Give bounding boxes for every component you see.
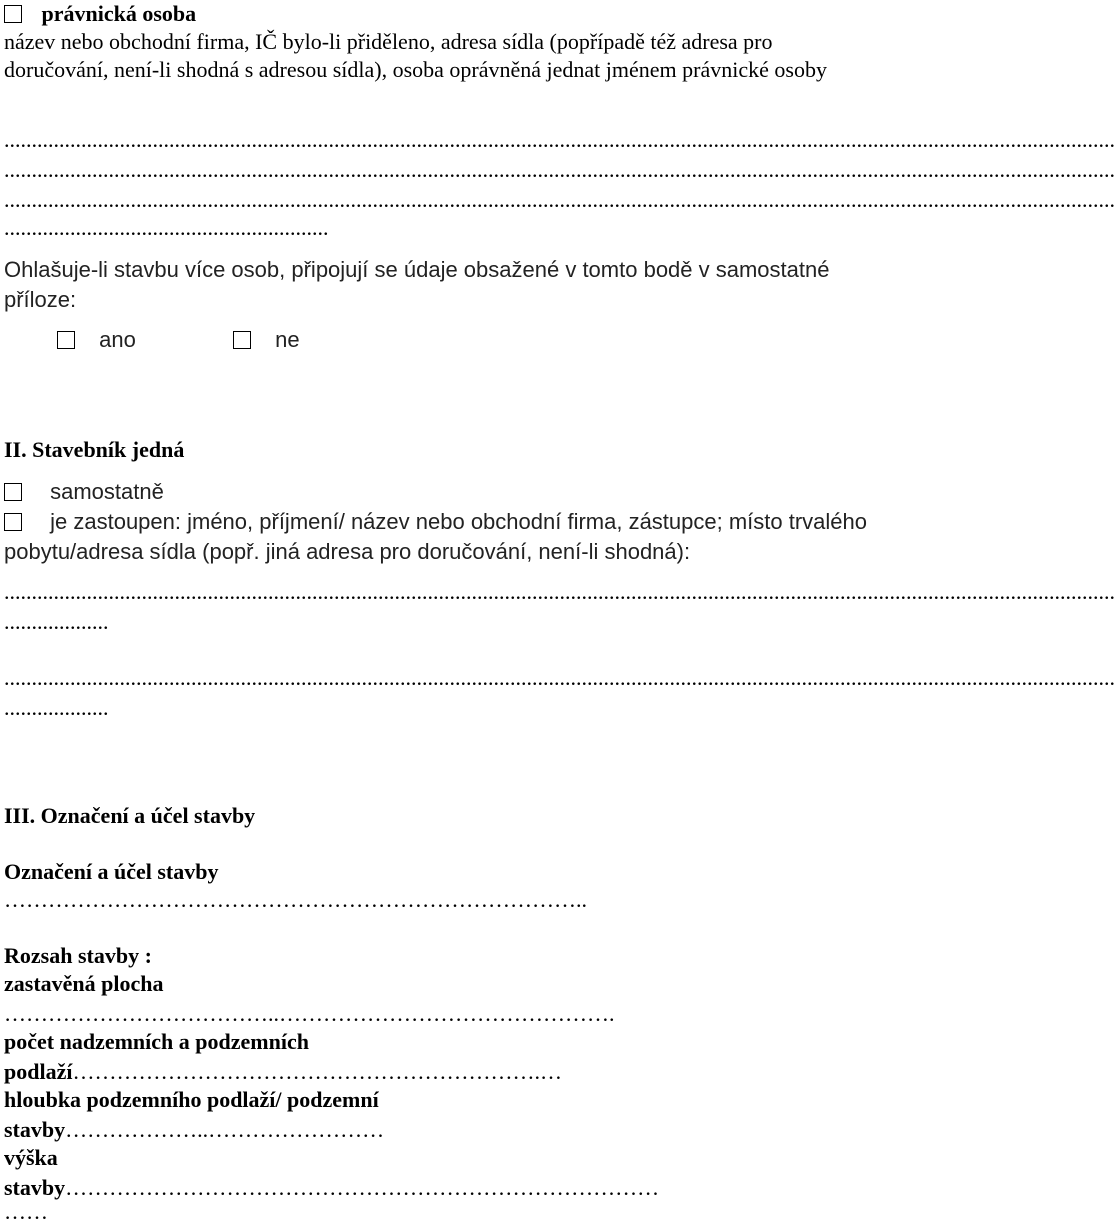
representative-fill-line1[interactable]: .......................................................................................................................................................................................................... xyxy=(4,579,1115,604)
legal-person-desc-line1: název nebo obchodní firma, IČ bylo-li přiděleno, adresa sídla (popřípadě též adresa pro xyxy=(4,29,773,54)
legal-person-row xyxy=(4,0,196,28)
depth-field[interactable] xyxy=(4,1116,625,1144)
legal-person-fill-line2[interactable]: .......................................................................................................................................................................................................... xyxy=(4,157,1115,182)
independent-option xyxy=(4,478,164,506)
multi-owner-text-line2: příloze: xyxy=(4,287,77,312)
multi-owner-yes xyxy=(57,326,136,354)
represented-checkbox[interactable] xyxy=(4,513,22,531)
multi-owner-yes-checkbox[interactable] xyxy=(57,331,75,349)
legal-person-fill-line3[interactable]: .......................................................................................................................................................................................................... xyxy=(4,187,1115,212)
height-fill-line2[interactable]: …… xyxy=(4,1199,48,1224)
representative-fill-line4[interactable]: ................... xyxy=(4,695,109,720)
built-area-fill: ………………………………..………………………………………. xyxy=(4,1001,615,1026)
built-area-label: zastavěná plocha xyxy=(4,971,164,996)
independent-checkbox[interactable] xyxy=(4,483,22,501)
legal-person-fill-line1[interactable]: .......................................................................................................................................................................................................... xyxy=(4,127,1115,152)
floors-label-line1: počet nadzemních a podzemních xyxy=(4,1029,309,1054)
designation-field[interactable] xyxy=(4,886,834,914)
scope-label: Rozsah stavby : xyxy=(4,943,152,968)
represented-label: je zastoupen: jméno, příjmení/ název nebo obchodní firma, zástupce; místo trvalého xyxy=(50,509,868,534)
height-field[interactable] xyxy=(4,1174,945,1202)
section-ii-heading: II. Stavebník jedná xyxy=(4,437,185,462)
height-label-line1: výška xyxy=(4,1145,58,1170)
representative-fill-line3[interactable]: .......................................................................................................................................................................................................... xyxy=(4,665,1115,690)
multi-owner-yes-label: ano xyxy=(99,327,136,352)
depth-fill: ………………..…………………… xyxy=(65,1117,385,1142)
floors-label-line2: podlaží xyxy=(4,1059,73,1084)
designation-label: Označení a účel stavby xyxy=(4,859,219,884)
floors-field[interactable] xyxy=(4,1058,712,1086)
represented-label-line2: pobytu/adresa sídla (popř. jiná adresa pro doručování, není-li shodná): xyxy=(4,539,691,564)
built-area-field[interactable] xyxy=(4,1000,894,1028)
height-label-line2: stavby xyxy=(4,1175,66,1200)
height-fill: ……………………………………………………………………… xyxy=(65,1175,660,1200)
multi-owner-text-line1: Ohlašuje-li stavbu více osob, připojují se údaje obsažené v tomto bodě v samostatné xyxy=(4,257,830,282)
legal-person-fill-line4[interactable]: ........................................................... xyxy=(4,215,329,240)
legal-person-label: právnická osoba xyxy=(41,1,197,26)
depth-label-line2: stavby xyxy=(4,1117,66,1142)
multi-owner-no-label: ne xyxy=(275,327,300,352)
represented-option xyxy=(4,508,867,536)
multi-owner-no-checkbox[interactable] xyxy=(233,331,251,349)
legal-person-checkbox[interactable] xyxy=(4,5,22,23)
legal-person-desc-line2: doručování, není-li shodná s adresou sídla), osoba oprávněná jednat jménem právnické osoby xyxy=(4,57,827,82)
independent-label: samostatně xyxy=(50,479,164,504)
representative-fill-line2[interactable]: ................... xyxy=(4,609,109,634)
designation-fill: …………………………………………………………………….. xyxy=(4,887,587,912)
section-iii-heading: III. Označení a účel stavby xyxy=(4,803,256,828)
floors-fill: ……………………………………………………….… xyxy=(72,1059,562,1084)
multi-owner-no xyxy=(233,326,300,354)
depth-label-line1: hloubka podzemního podlaží/ podzemní xyxy=(4,1087,379,1112)
